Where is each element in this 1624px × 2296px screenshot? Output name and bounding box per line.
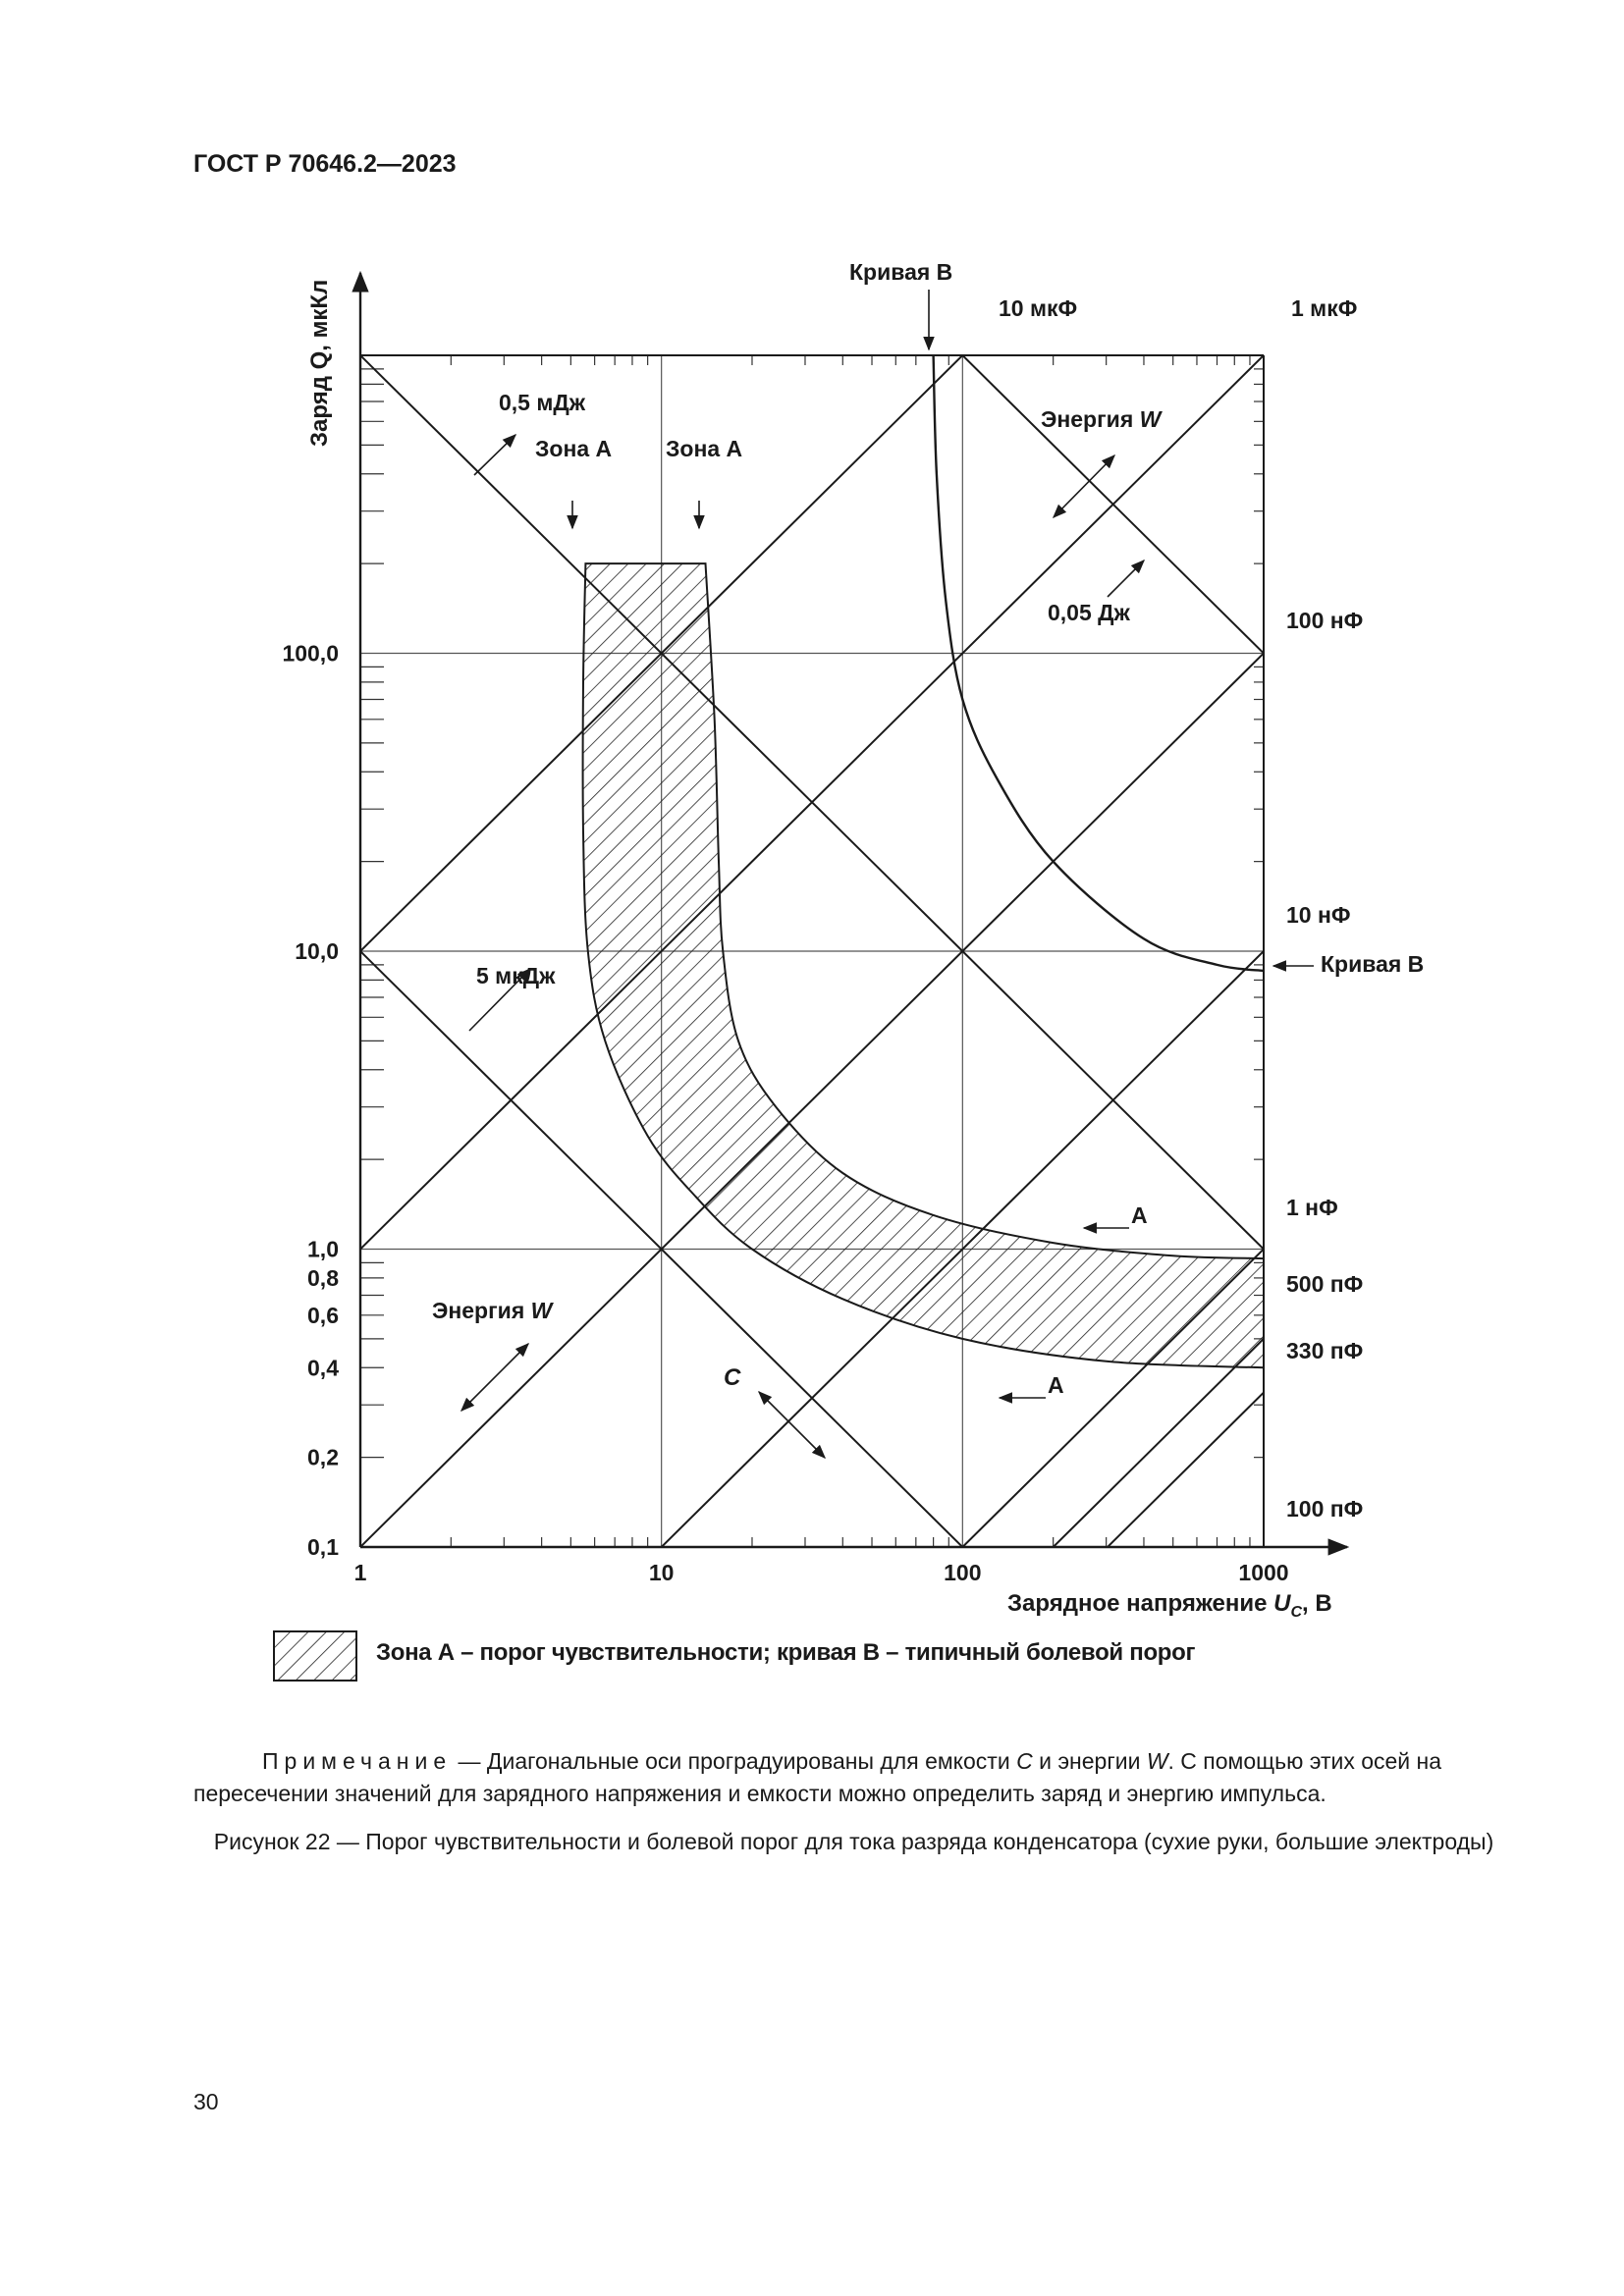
capacitance-label-0: 10 мкФ: [999, 295, 1078, 321]
note-text-1: — Диагональные оси проградуированы для емкости: [452, 1748, 1017, 1774]
capacitance-label-3: 10 нФ: [1286, 902, 1351, 928]
x-tick-label: 1000: [1238, 1560, 1289, 1585]
y-tick-label: 10,0: [295, 938, 339, 964]
x-tick-label: 100: [944, 1560, 982, 1585]
diagonal-lines: [270, 0, 1475, 1708]
capacitance-line-7: [360, 1547, 1264, 1708]
y-tick-label: 0,4: [307, 1355, 339, 1381]
y-tick-label: 1,0: [307, 1236, 339, 1262]
chart-labels: [282, 280, 1363, 1621]
note-text-3: . С помощью этих осей на пересечении значений для зарядного напряжения и емкости можно определить заряд и энергию импульса.: [193, 1748, 1442, 1806]
legend-text: Зона А – порог чувствительности; кривая В – типичный болевой порог: [376, 1639, 1196, 1666]
x-axis-label-text: Зарядное напряжение: [1007, 1590, 1274, 1617]
zone-a-right-label: Зона А: [666, 436, 743, 461]
energy-label-1: 5 мкДж: [476, 963, 556, 988]
document-header: ГОСТ Р 70646.2—2023: [193, 150, 457, 178]
x-axis-label-symbol: U: [1273, 1590, 1291, 1617]
legend-swatch: [273, 1630, 357, 1682]
energy-bottom-symbol: W: [530, 1298, 553, 1323]
zone-a-hatched-region: [583, 563, 1264, 1367]
y-tick-label: 0,1: [307, 1534, 339, 1560]
y-tick-label: 0,8: [307, 1264, 339, 1291]
x-tick-label: 10: [648, 1560, 675, 1585]
curve-b-top-label: Кривая В: [849, 259, 953, 285]
capacitance-label-2: 100 нФ: [1286, 608, 1364, 633]
capacitance-line-0: [360, 58, 1264, 952]
curve-b-line: [934, 355, 1264, 971]
x-tick-label: 1: [353, 1560, 367, 1585]
note-symbol-w: W: [1146, 1748, 1168, 1774]
energy-top-symbol: W: [1139, 406, 1162, 432]
energy-05mj-arrow: [474, 435, 515, 475]
note-text-2: и энергии: [1032, 1748, 1147, 1774]
energy-label-0: 0,5 мДж: [499, 390, 586, 415]
note-symbol-c: C: [1016, 1748, 1033, 1774]
zone-a-left-label: Зона А: [535, 436, 613, 461]
energy-005j-arrow: [1108, 561, 1144, 597]
capacitance-line-2: [360, 654, 1264, 1548]
energy-top-label: Энергия W: [1041, 406, 1164, 432]
y-tick-label: 100,0: [282, 640, 339, 667]
energy-label-2: 0,05 Дж: [1048, 600, 1130, 625]
energy-line-2: [270, 0, 1475, 862]
figure-caption: Рисунок 22 — Порог чувствительности и болевой порог для тока разряда конденсатора (сухие руки, большие электроды): [213, 1829, 1494, 1854]
energy-top-arrow: [1054, 455, 1114, 517]
x-axis-label: [1007, 1590, 1332, 1621]
curve-b-right-label: Кривая В: [1321, 951, 1425, 977]
page-number: 30: [193, 2089, 219, 2114]
y-axis-label: Заряд Q, мкКл: [306, 279, 333, 447]
energy-bottom-arrow: [461, 1344, 528, 1411]
capacitance-label-4: 1 нФ: [1286, 1195, 1338, 1220]
note-prefix: Примечание: [262, 1748, 453, 1774]
capacitance-label-6: 330 пФ: [1286, 1338, 1364, 1363]
y-tick-label: 0,6: [307, 1302, 339, 1328]
capacitance-label-5: 500 пФ: [1286, 1271, 1364, 1297]
x-axis-label-sub: C: [1290, 1604, 1303, 1621]
arrow-a-upper-label: А: [1131, 1202, 1148, 1228]
capacitance-symbol-label: C: [724, 1364, 741, 1391]
capacitance-label-1: 1 мкФ: [1291, 295, 1358, 321]
gridlines: [360, 355, 1264, 1547]
y-tick-label: 0,2: [307, 1444, 339, 1470]
x-axis-label-unit: , В: [1302, 1590, 1332, 1617]
energy-bottom-label: Энергия W: [432, 1298, 555, 1323]
note: [193, 1745, 1514, 1810]
capacitance-label-7: 100 пФ: [1286, 1496, 1364, 1522]
arrow-a-lower-label: А: [1048, 1372, 1064, 1398]
